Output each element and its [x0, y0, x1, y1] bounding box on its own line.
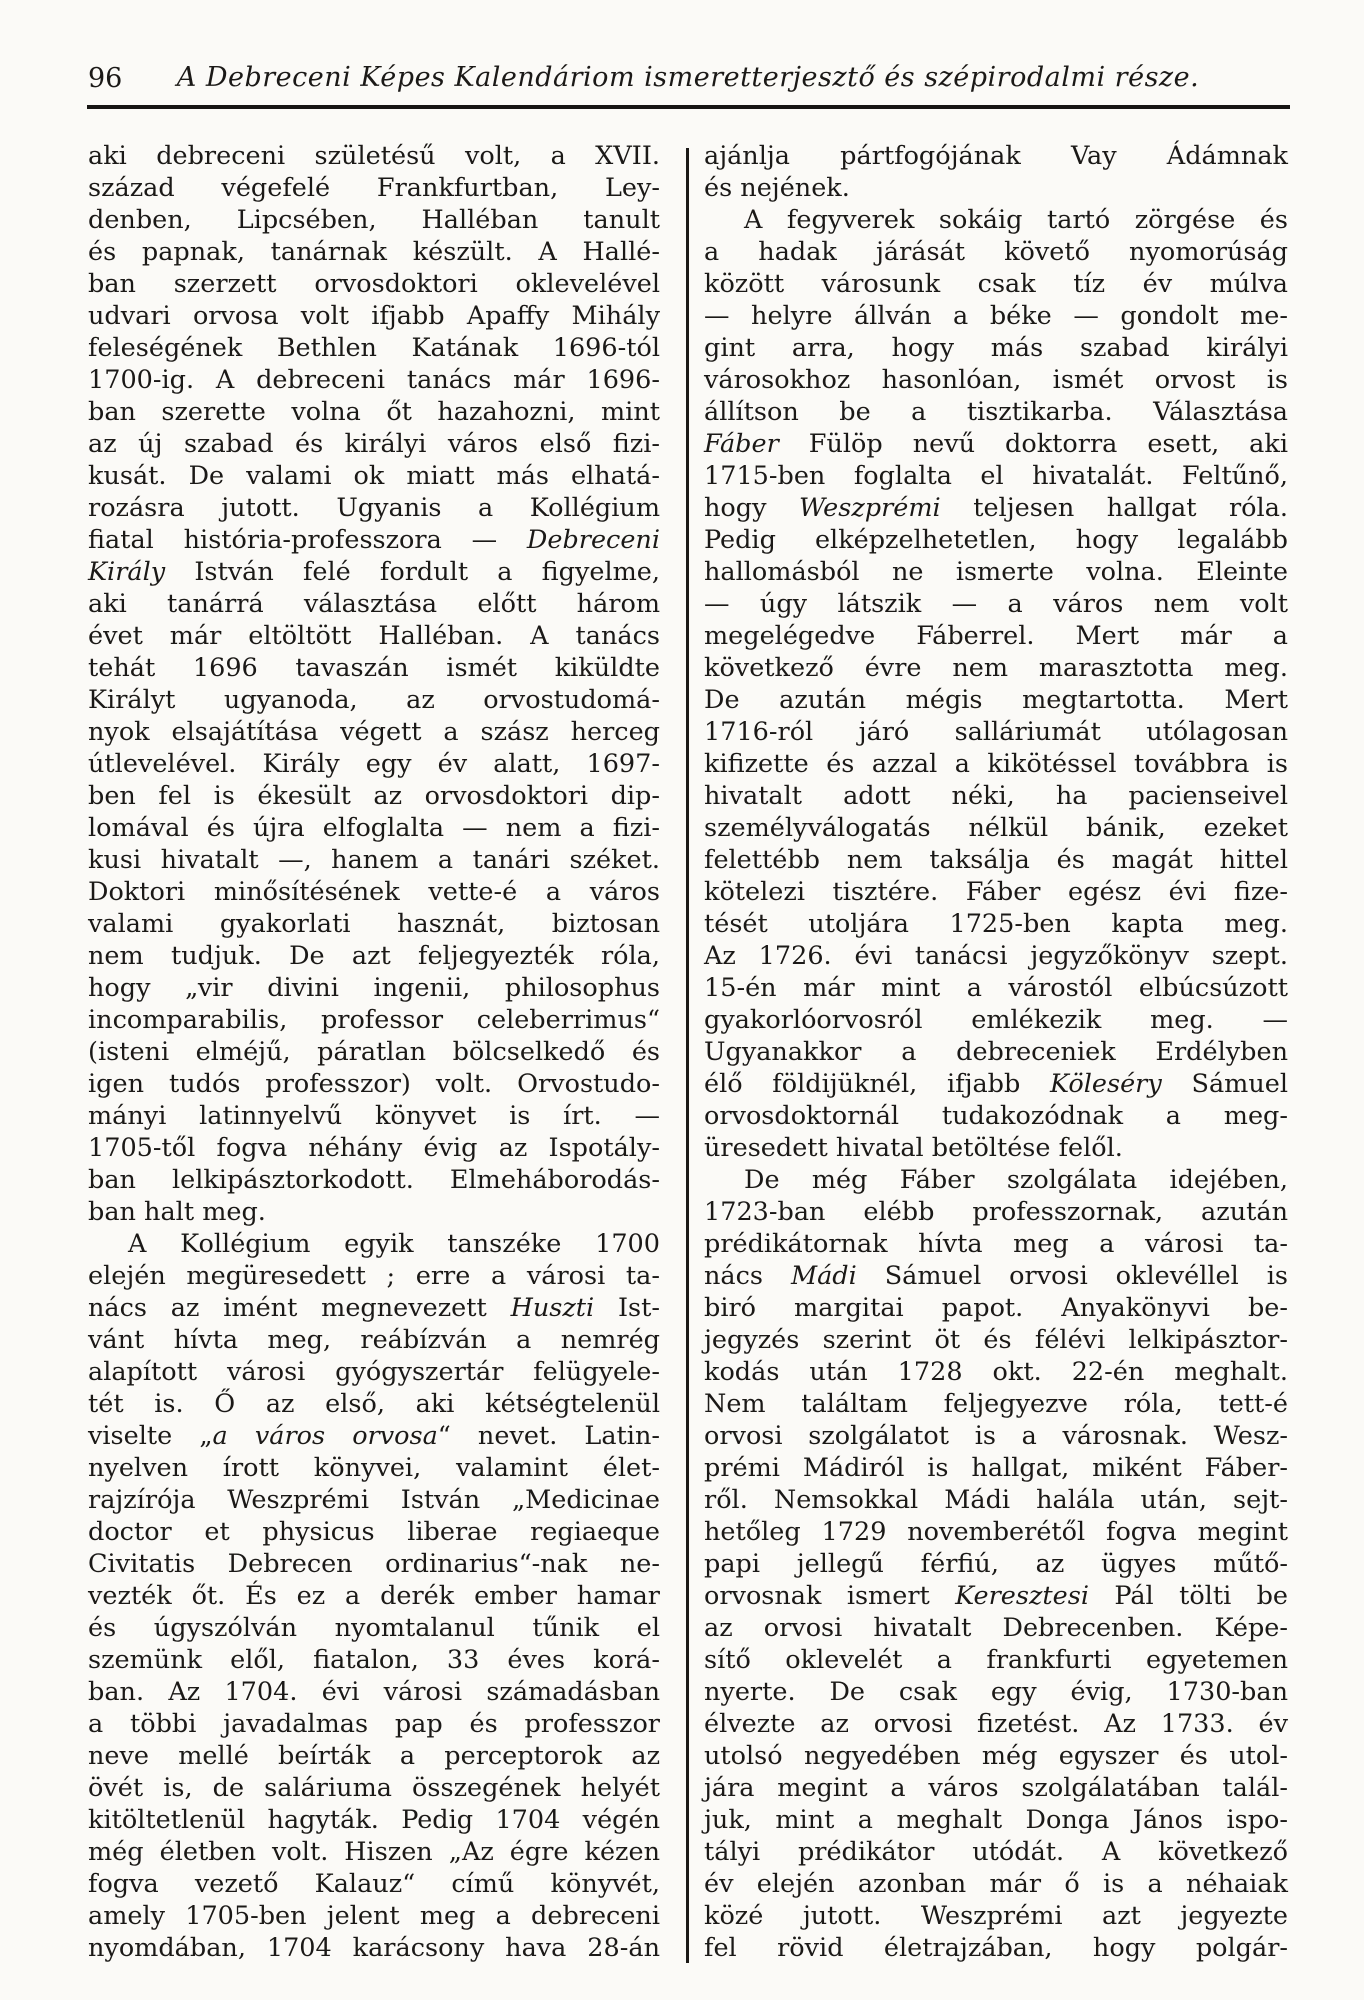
- text-line: prédikátornak hívta meg a városi ta-: [704, 1229, 1288, 1259]
- text-line: tályi prédikátor utódát. A következő: [704, 1837, 1288, 1867]
- text-line: városokhoz hasonlóan, ismét orvost is: [704, 365, 1288, 395]
- text-line: tét is. Ő az első, aki kétségtelenül: [88, 1389, 660, 1419]
- text-line: nyerte. De csak egy évig, 1730-ban: [704, 1677, 1288, 1707]
- text-line: ban lelkipásztorkodott. Elmeháborodás-: [88, 1165, 660, 1195]
- text-line: denben, Lipcsében, Halléban tanult: [88, 205, 660, 235]
- text-line: ban. Az 1704. évi városi számadásban: [88, 1677, 660, 1707]
- text-line: gint arra, hogy más szabad királyi: [704, 333, 1288, 363]
- text-line: mányi latinnyelvű könyvet is írt. —: [88, 1101, 660, 1131]
- text-line: nyok elsajátítása végett a szász herceg: [88, 717, 660, 747]
- text-line: orvosi szolgálatot is a városnak. Wesz-: [704, 1421, 1288, 1451]
- text-line: ban szerzett orvosdoktori oklevelével: [88, 269, 660, 299]
- text-line: Pedig elképzelhetetlen, hogy legalább: [704, 525, 1288, 555]
- text-line: a többi javadalmas pap és professzor: [88, 1709, 660, 1739]
- text-line: udvari orvosa volt ifjabb Apaffy Mihály: [88, 301, 660, 331]
- text-line: Nem találtam feljegyezve róla, tett-é: [704, 1389, 1288, 1419]
- text-line: élvezte az orvosi fizetést. Az 1733. év: [704, 1709, 1288, 1739]
- text-line: fiatal história-professzora — Debreceni: [88, 525, 660, 555]
- text-line: aki tanárrá választása előtt három: [88, 589, 660, 619]
- text-line: megelégedve Fáberrel. Mert már a: [704, 621, 1288, 651]
- text-line: ben fel is ékesült az orvosdoktori dip-: [88, 781, 660, 811]
- text-line: útlevelével. Király egy év alatt, 1697-: [88, 749, 660, 779]
- text-line: fogva vezető Kalauz“ című könyvét,: [88, 1869, 660, 1899]
- text-line: 1716-ról járó salláriumát utólagosan: [704, 717, 1288, 747]
- text-line: ban halt meg.: [88, 1197, 266, 1227]
- emphasized-name: Fáber: [704, 429, 779, 459]
- text-line: Király István felé fordult a figyelme,: [88, 557, 660, 587]
- text-line: Az 1726. évi tanácsi jegyzőkönyv szept.: [704, 941, 1288, 971]
- text-line: hogy Weszprémi teljesen hallgat róla.: [704, 493, 1288, 523]
- text-line: A Kollégium egyik tanszéke 1700: [128, 1229, 660, 1259]
- column-right: [704, 140, 1288, 1964]
- text-line: biró margitai papot. Anyakönyvi be-: [704, 1293, 1288, 1323]
- text-line: Fáber Fülöp nevű doktorra esett, aki: [704, 429, 1288, 459]
- text-line: (isteni elméjű, páratlan bölcselkedő és: [88, 1037, 660, 1067]
- text-line: hetőleg 1729 novemberétől fogva megint: [704, 1517, 1288, 1547]
- text-line: nács Mádi Sámuel orvosi oklevéllel is: [704, 1261, 1288, 1291]
- text-line: fel rövid életrajzában, hogy polgár-: [704, 1933, 1288, 1963]
- text-line: kitöltetlenül hagyták. Pedig 1704 végén: [88, 1805, 660, 1835]
- text-line: 1700-ig. A debreceni tanács már 1696-: [88, 365, 660, 395]
- text-line: a hadak járását követő nyomorúság: [704, 237, 1288, 267]
- text-line: vezték őt. És ez a derék ember hamar: [88, 1581, 660, 1611]
- emphasized-name: Köleséry: [1050, 1069, 1162, 1099]
- text-line: és úgyszólván nyomtalanul tűnik el: [88, 1613, 660, 1643]
- text-line: személyválogatás nélkül bánik, ezeket: [704, 813, 1288, 843]
- text-line: — helyre állván a béke — gondolt me-: [704, 301, 1288, 331]
- text-line: 1705-től fogva néhány évig az Ispotály-: [88, 1133, 660, 1163]
- text-line: közé jutott. Weszprémi azt jegyezte: [704, 1901, 1288, 1931]
- text-line: tehát 1696 tavaszán ismét kiküldte: [88, 653, 660, 683]
- emphasized-name: a város orvosa: [212, 1421, 438, 1451]
- text-line: hogy „vir divini ingenii, philosophus: [88, 973, 660, 1003]
- page-number: 96: [88, 63, 123, 94]
- text-line: kodás után 1728 okt. 22-én meghalt.: [704, 1357, 1288, 1387]
- text-line: De azután mégis megtartotta. Mert: [704, 685, 1288, 715]
- emphasized-name: Mádi: [790, 1261, 857, 1291]
- column-left: [88, 140, 660, 1964]
- text-line: elején megüresedett ; erre a városi ta-: [88, 1261, 660, 1291]
- text-line: 1715-ben foglalta el hivatalát. Feltűnő,: [704, 461, 1288, 491]
- text-line: kifizette és azzal a kikötéssel továbbra is: [704, 749, 1288, 779]
- text-line: sítő oklevelét a frankfurti egyetemen: [704, 1645, 1288, 1675]
- text-line: nyomdában, 1704 karácsony hava 28-án: [88, 1933, 660, 1963]
- text-line: viselte „a város orvosa“ nevet. Latin-: [88, 1421, 660, 1451]
- text-line: és papnak, tanárnak készült. A Hallé-: [88, 237, 660, 267]
- text-line: Ugyanakkor a debreceniek Erdélyben: [704, 1037, 1288, 1067]
- emphasized-name: Király: [88, 557, 166, 587]
- text-line: gyakorlóorvosról emlékezik meg. —: [704, 1005, 1288, 1035]
- text-line: nács az imént megnevezett Huszti Ist-: [88, 1293, 660, 1323]
- text-line: övét is, de saláriuma összegének helyét: [88, 1773, 660, 1803]
- text-line: nem tudjuk. De azt feljegyezték róla,: [88, 941, 660, 971]
- text-line: orvosnak ismert Keresztesi Pál tölti be: [704, 1581, 1288, 1611]
- text-line: évet már eltöltött Halléban. A tanács: [88, 621, 660, 651]
- text-line: Doktori minősítésének vette-é a város: [88, 877, 660, 907]
- text-line: 1723-ban elébb professzornak, azután: [704, 1197, 1288, 1227]
- text-line: valami gyakorlati hasznát, biztosan: [88, 909, 660, 939]
- text-line: ban szerette volna őt hazahozni, mint: [88, 397, 660, 427]
- text-line: az orvosi hivatalt Debrecenben. Képe-: [704, 1613, 1288, 1643]
- text-line: Királyt ugyanoda, az orvostudomá-: [88, 685, 660, 715]
- text-line: között városunk csak tíz év múlva: [704, 269, 1288, 299]
- text-line: hivatalt adott néki, ha pacienseivel: [704, 781, 1288, 811]
- text-line: kötelezi tisztére. Fáber egész évi fize-: [704, 877, 1288, 907]
- text-line: feleségének Bethlen Katának 1696-tól: [88, 333, 660, 363]
- text-line: még életben volt. Hiszen „Az égre kézen: [88, 1837, 660, 1867]
- text-line: orvosdoktornál tudakozódnak a meg-: [704, 1101, 1288, 1131]
- column-divider: [686, 148, 689, 1963]
- text-line: az új szabad és királyi város első fizi-: [88, 429, 660, 459]
- text-line: következő évre nem marasztotta meg.: [704, 653, 1288, 683]
- text-line: kusi hivatalt —, hanem a tanári széket.: [88, 845, 660, 875]
- text-line: és nejének.: [704, 173, 850, 203]
- text-line: felettébb nem taksálja és magát hittel: [704, 845, 1288, 875]
- text-line: papi jellegű férfiú, az ügyes műtő-: [704, 1549, 1288, 1579]
- text-line: doctor et physicus liberae regiaeque: [88, 1517, 660, 1547]
- text-line: alapított városi gyógyszertár felügyele-: [88, 1357, 660, 1387]
- text-line: nyelven írott könyvei, valamint élet-: [88, 1453, 660, 1483]
- text-line: — úgy látszik — a város nem volt: [704, 589, 1288, 619]
- text-line: Civitatis Debrecen ordinarius“-nak ne-: [88, 1549, 660, 1579]
- header-rule: [87, 105, 1290, 109]
- text-line: aki debreceni születésű volt, a XVII.: [88, 141, 660, 171]
- header-title: A Debreceni Képes Kalendáriom ismeretterjesztő és szépirodalmi része.: [176, 62, 1200, 93]
- text-line: szemünk elől, fiatalon, 33 éves korá-: [88, 1645, 660, 1675]
- text-line: juk, mint a meghalt Donga János ispo-: [704, 1805, 1288, 1835]
- text-line: amely 1705-ben jelent meg a debreceni: [88, 1901, 660, 1931]
- text-line: ajánlja pártfogójának Vay Ádámnak: [704, 141, 1288, 171]
- text-line: év elején azonban már ő is a néhaiak: [704, 1869, 1288, 1899]
- text-line: utolsó negyedében még egyszer és utol-: [704, 1741, 1288, 1771]
- text-line: A fegyverek sokáig tartó zörgése és: [744, 205, 1288, 235]
- text-line: igen tudós professzor) volt. Orvostudo-: [88, 1069, 660, 1099]
- text-line: vánt hívta meg, reábízván a nemrég: [88, 1325, 660, 1355]
- text-line: jára megint a város szolgálatában talál-: [704, 1773, 1288, 1803]
- text-line: állítson be a tisztikarba. Választása: [704, 397, 1288, 427]
- text-line: lomával és újra elfoglalta — nem a fizi-: [88, 813, 660, 843]
- text-line: rajzírója Weszprémi István „Medicinae: [88, 1485, 660, 1515]
- emphasized-name: Debreceni: [526, 525, 660, 555]
- text-line: rozásra jutott. Ugyanis a Kollégium: [88, 493, 660, 523]
- text-line: üresedett hivatal betöltése felől.: [704, 1133, 1123, 1163]
- emphasized-name: Weszprémi: [799, 493, 941, 523]
- text-line: incomparabilis, professor celeberrimus“: [88, 1005, 660, 1035]
- emphasized-name: Huszti: [510, 1293, 595, 1323]
- text-line: De még Fáber szolgálata idejében,: [744, 1165, 1288, 1195]
- text-line: tését utoljára 1725-ben kapta meg.: [704, 909, 1288, 939]
- emphasized-name: Keresztesi: [955, 1581, 1089, 1611]
- text-line: hallomásból ne ismerte volna. Eleinte: [704, 557, 1288, 587]
- text-line: század végefelé Frankfurtban, Ley-: [88, 173, 660, 203]
- text-line: neve mellé beírták a perceptorok az: [88, 1741, 660, 1771]
- text-line: jegyzés szerint öt és félévi lelkipásztor-: [704, 1325, 1288, 1355]
- text-line: élő földijüknél, ifjabb Köleséry Sámuel: [704, 1069, 1288, 1099]
- text-line: 15-én már mint a várostól elbúcsúzott: [704, 973, 1288, 1003]
- text-line: prémi Mádiról is hallgat, miként Fáber-: [704, 1453, 1288, 1483]
- text-line: ről. Nemsokkal Mádi halála után, sejt-: [704, 1485, 1288, 1515]
- text-line: kusát. De valami ok miatt más elhatá-: [88, 461, 660, 491]
